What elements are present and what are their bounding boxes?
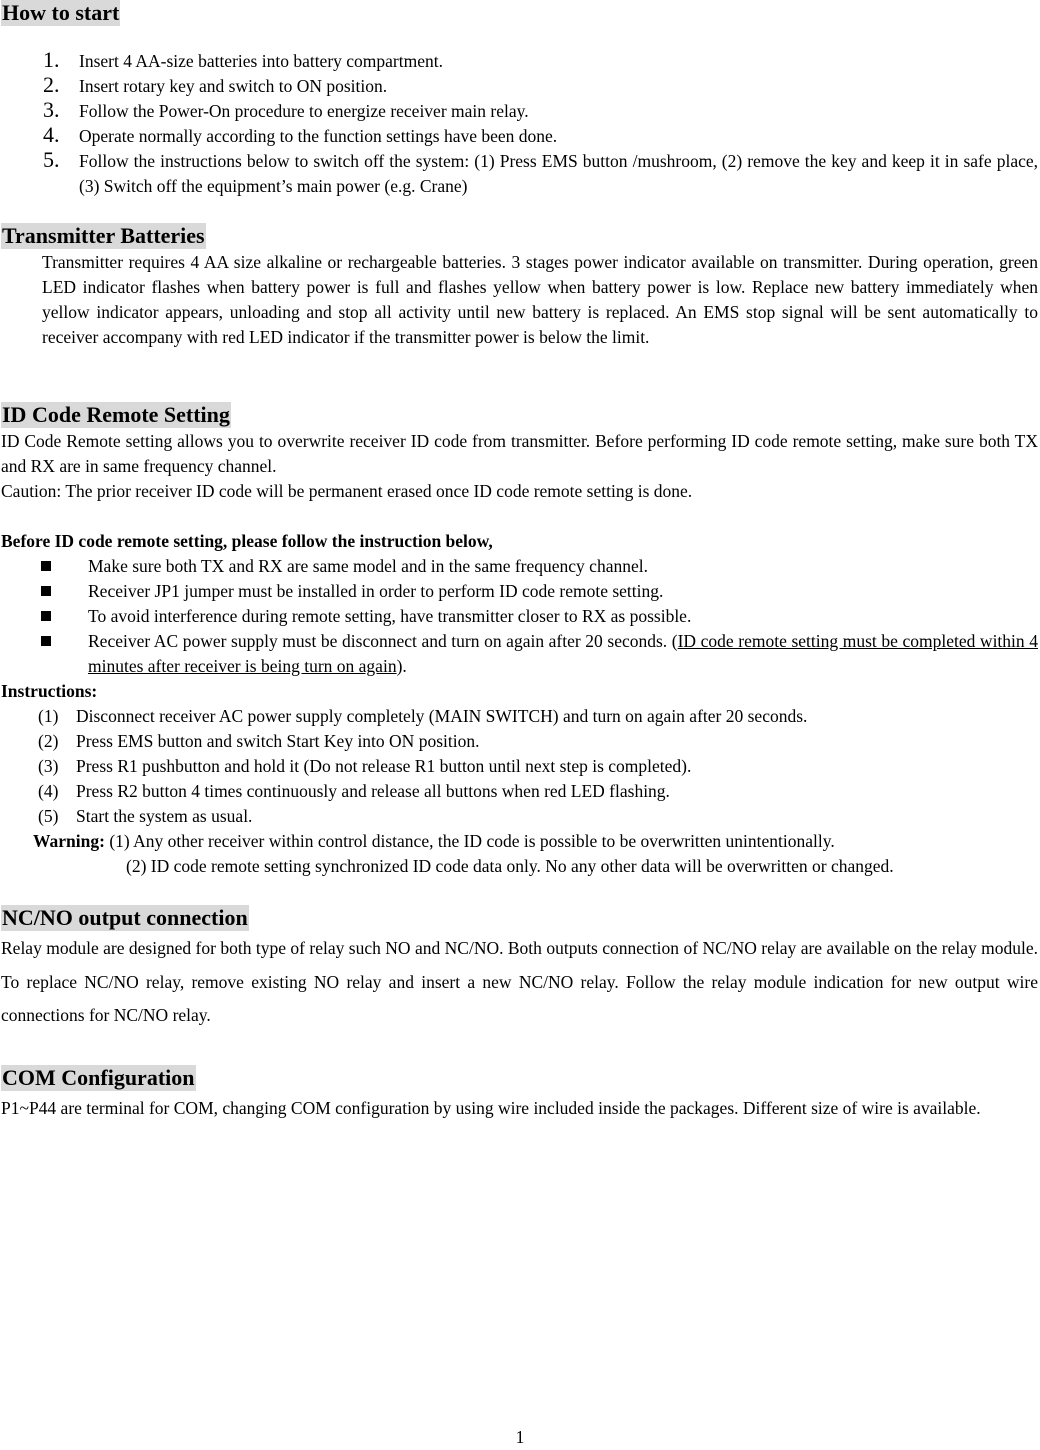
warning-line-2: (2) ID code remote setting synchronized ID code data only. No any other data will be overwritten or changed. [126,856,894,876]
instructions-list [1,704,1038,829]
section-heading: How to start [2,0,120,25]
list-item: 4. Operate normally according to the function settings have been done. [43,122,558,147]
list-item: (1) Disconnect receiver AC power supply completely (MAIN SWITCH) and turn on again after 20 seconds. [38,706,808,726]
list-item: (5) Start the system as usual. [38,806,253,826]
caution-text: Caution: The prior receiver ID code will be permanent erased once ID code remote setting is done. [1,481,693,501]
square-bullet-icon [41,636,51,646]
list-item: (3) Press R1 pushbutton and hold it (Do not release R1 button until next step is completed). [38,756,692,776]
id-code-section [1,402,1038,879]
list-item: 3. Follow the Power-On procedure to energize receiver main relay. [43,97,529,122]
list-item: Make sure both TX and RX are same model and in the same frequency channel. [1,554,1038,579]
paragraph: P1~P44 are terminal for COM, changing COM configuration by using wire included inside the packages. Different size of wire is available. [1,1097,981,1118]
section-heading: NC/NO output connection [2,905,248,930]
paragraph: Transmitter requires 4 AA size alkaline or rechargeable batteries. 3 stages power indicator available on transmitter. During operation, green LED indicator flashes when battery power is full and flashes yellow when battery power is low. Replace new battery immediately when yellow indicator appears, unloading and stop all activity until new battery is replaced. An EMS stop signal will be sent automatically to receiver accompany with red LED indicator if the transmitter power is below the limit. [42,252,1038,347]
square-bullet-icon [41,586,51,596]
transmitter-batteries-section [1,223,1038,350]
paragraph: Relay module are designed for both type of relay such NO and NC/NO. Both outputs connection of NC/NO relay are available on the relay module. To replace NC/NO relay, remove existing NO relay and insert a new NC/NO relay. Follow the relay module indication for new output wire connections for NC/NO relay. [1,938,1038,1025]
paragraph: ID Code Remote setting allows you to overwrite receiver ID code from transmitter. Before performing ID code remote setting, make sure both TX and RX are in same frequency channel. [1,431,1038,476]
page-number: 1 [515,1427,525,1447]
warning-label: Warning: [33,831,105,851]
list-item: 1. Insert 4 AA-size batteries into battery compartment. [43,47,443,72]
list-item: 5. Follow the instructions below to switch off the system: (1) Press EMS button /mushroom, (2) remove the key and keep it in safe place, (3) Switch off the equipment’s main power (e.g. Crane) [43,147,1038,196]
section-heading: Transmitter Batteries [2,223,205,248]
how-to-start-section [1,0,1038,199]
section-heading: ID Code Remote Setting [2,402,230,427]
square-bullet-icon [41,611,51,621]
warning-line-1: Warning: (1) Any other receiver within control distance, the ID code is possible to be overwritten unintentionally. [33,831,835,851]
list-item: Receiver JP1 jumper must be installed in order to perform ID code remote setting. [1,579,1038,604]
ncno-section [1,905,1038,1033]
square-bullet-icon [41,561,51,571]
list-item: Receiver AC power supply must be disconnect and turn on again after 20 seconds. (ID code remote setting must be completed within 4 minutes after receiver is being turn on again). [1,629,1038,679]
start-steps-list [1,49,1038,199]
instructions-title: Instructions: [1,681,98,701]
list-item: (4) Press R2 button 4 times continuously and release all buttons when red LED flashing. [38,781,670,801]
com-section [1,1065,1038,1126]
before-bullets [1,554,1038,679]
before-title: Before ID code remote setting, please follow the instruction below, [1,531,493,551]
section-heading: COM Configuration [2,1064,195,1090]
underlined-note: ID code remote setting must be completed within 4 minutes after receiver is being turn on again [88,631,1038,676]
list-item: 2. Insert rotary key and switch to ON position. [43,72,388,97]
list-item: (2) Press EMS button and switch Start Key into ON position. [38,731,480,751]
list-item: To avoid interference during remote setting, have transmitter closer to RX as possible. [1,604,1038,629]
